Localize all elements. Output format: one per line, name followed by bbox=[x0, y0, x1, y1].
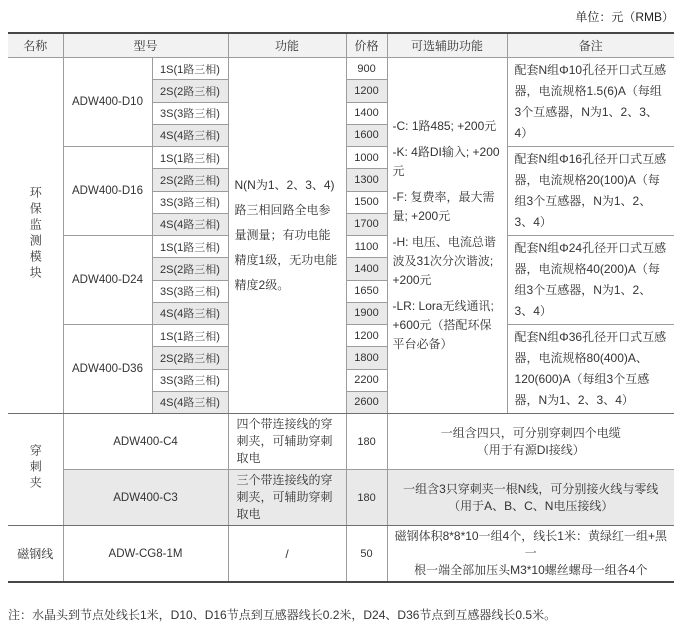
price-cell: 1700 bbox=[346, 213, 387, 235]
remark-cell bbox=[387, 526, 674, 583]
spec-cell: 4S(4路三相) bbox=[152, 391, 228, 413]
remark-cell: 配套N组Φ24孔径开口式互感器，电流规格40(200)A（每组3个互感器，N为1、2、3、4） bbox=[507, 236, 674, 325]
spec-cell: 2S(2路三相) bbox=[152, 80, 228, 102]
spec-cell: 3S(3路三相) bbox=[152, 102, 228, 124]
spec-cell: 4S(4路三相) bbox=[152, 124, 228, 146]
price-cell: 900 bbox=[346, 58, 387, 80]
spec-cell: 4S(4路三相) bbox=[152, 213, 228, 235]
price-cell: 1800 bbox=[346, 347, 387, 369]
remark-cell: 配套N组Φ16孔径开口式互感器，电流规格20(100)A（每组3个互感器，N为1、2、3、4） bbox=[507, 147, 674, 236]
table-row bbox=[8, 526, 674, 583]
remark-cell bbox=[387, 470, 674, 526]
model-cell: ADW400-D10 bbox=[63, 58, 152, 147]
price-cell: 50 bbox=[346, 526, 387, 583]
price-table bbox=[8, 32, 674, 583]
spec-cell: 3S(3路三相) bbox=[152, 280, 228, 302]
price-cell: 1900 bbox=[346, 302, 387, 324]
header-row bbox=[8, 33, 674, 58]
price-cell: 2200 bbox=[346, 369, 387, 391]
function-cell: / bbox=[228, 526, 346, 583]
aux-option: -C: 1路485; +200元 bbox=[392, 119, 497, 133]
spec-cell: 3S(3路三相) bbox=[152, 369, 228, 391]
price-cell: 180 bbox=[346, 414, 387, 470]
price-cell: 1500 bbox=[346, 191, 387, 213]
spec-cell: 1S(1路三相) bbox=[152, 58, 228, 80]
section-name-magnet: 磁钢线 bbox=[8, 526, 63, 583]
aux-option: -H: 电压、电流总谐波及31次分次谐波; +200元 bbox=[392, 235, 496, 287]
spec-cell: 1S(1路三相) bbox=[152, 236, 228, 258]
price-cell: 2600 bbox=[346, 391, 387, 413]
col-header-remark: 备注 bbox=[507, 33, 674, 58]
spec-cell: 2S(2路三相) bbox=[152, 258, 228, 280]
col-header-aux: 可选辅助功能 bbox=[387, 33, 507, 58]
price-cell: 1650 bbox=[346, 280, 387, 302]
spec-cell: 2S(2路三相) bbox=[152, 169, 228, 191]
price-cell: 1300 bbox=[346, 169, 387, 191]
remark-line: 根一端全部加压头M3*10螺丝螺母一组各4个 bbox=[414, 563, 648, 577]
model-cell: ADW400-D16 bbox=[63, 147, 152, 236]
remark-cell: 配套N组Φ10孔径开口式互感器，电流规格1.5(6)A（每组3个互感器，N为1、2、3、4） bbox=[507, 58, 674, 147]
price-cell: 1200 bbox=[346, 325, 387, 347]
remark-cell bbox=[387, 414, 674, 470]
section-name-clamp bbox=[8, 414, 63, 526]
price-cell: 1100 bbox=[346, 236, 387, 258]
model-cell: ADW400-C4 bbox=[63, 414, 228, 470]
price-cell: 1000 bbox=[346, 147, 387, 169]
spec-cell: 1S(1路三相) bbox=[152, 147, 228, 169]
remark-line: （用于有源DI接线） bbox=[476, 442, 585, 457]
model-cell: ADW400-D24 bbox=[63, 236, 152, 325]
remark-cell: 配套N组Φ36孔径开口式互感器，电流规格80(400)A、120(600)A（每组3个互感器，N为1、2、3、4） bbox=[507, 325, 674, 414]
section-name-module bbox=[8, 58, 63, 414]
price-cell: 1200 bbox=[346, 80, 387, 102]
aux-option: -F: 复费率，最大需量; +200元 bbox=[392, 190, 495, 223]
table-row bbox=[8, 58, 674, 80]
section-name-label: 穿刺夹 bbox=[28, 444, 43, 492]
aux-options-cell bbox=[387, 58, 507, 414]
aux-option: -LR: Lora无线通讯; +600元（搭配环保平台必备） bbox=[392, 299, 494, 351]
remark-line: 一组含3只穿刺夹一根N线，可分别接火线与零线 bbox=[403, 481, 659, 496]
spec-cell: 2S(2路三相) bbox=[152, 347, 228, 369]
function-text: N(N为1、2、3、4)路三相回路全电参量测量；有功电能精度1级，无功电能精度2级。 bbox=[234, 178, 338, 292]
aux-option: -K: 4路DI输入; +200元 bbox=[392, 145, 500, 178]
spec-cell: 4S(4路三相) bbox=[152, 302, 228, 324]
col-header-name: 名称 bbox=[8, 33, 63, 58]
table-row bbox=[8, 470, 674, 526]
function-cell: 四个带连接线的穿刺夹，可辅助穿刺取电 bbox=[228, 414, 346, 470]
function-cell bbox=[228, 58, 346, 414]
remark-line: （用于A、B、C、N电压接线） bbox=[448, 498, 614, 513]
remark-line: 磁钢体积8*8*10一组4个，线长1米：黄绿红一组+黑一 bbox=[394, 529, 667, 560]
price-cell: 180 bbox=[346, 470, 387, 526]
model-cell: ADW400-D36 bbox=[63, 325, 152, 414]
price-cell: 1400 bbox=[346, 102, 387, 124]
section-name-label: 环保监测模块 bbox=[28, 186, 43, 282]
col-header-function: 功能 bbox=[228, 33, 346, 58]
col-header-price: 价格 bbox=[346, 33, 387, 58]
model-cell: ADW400-C3 bbox=[63, 470, 228, 526]
function-cell: 三个带连接线的穿刺夹，可辅助穿刺取电 bbox=[228, 470, 346, 526]
model-cell: ADW-CG8-1M bbox=[63, 526, 228, 583]
price-cell: 1600 bbox=[346, 124, 387, 146]
table-row bbox=[8, 414, 674, 470]
spec-cell: 1S(1路三相) bbox=[152, 325, 228, 347]
col-header-model: 型号 bbox=[63, 33, 228, 58]
footnote: 注：水晶头到节点处线长1米，D10、D16节点到互感器线长0.2米，D24、D36节点到互感器线长0.5米。 bbox=[8, 608, 557, 622]
spec-cell: 3S(3路三相) bbox=[152, 191, 228, 213]
unit-label: 单位：元（RMB） bbox=[575, 10, 674, 24]
remark-line: 一组含四只，可分别穿刺四个电缆 bbox=[440, 425, 621, 440]
price-cell: 1400 bbox=[346, 258, 387, 280]
